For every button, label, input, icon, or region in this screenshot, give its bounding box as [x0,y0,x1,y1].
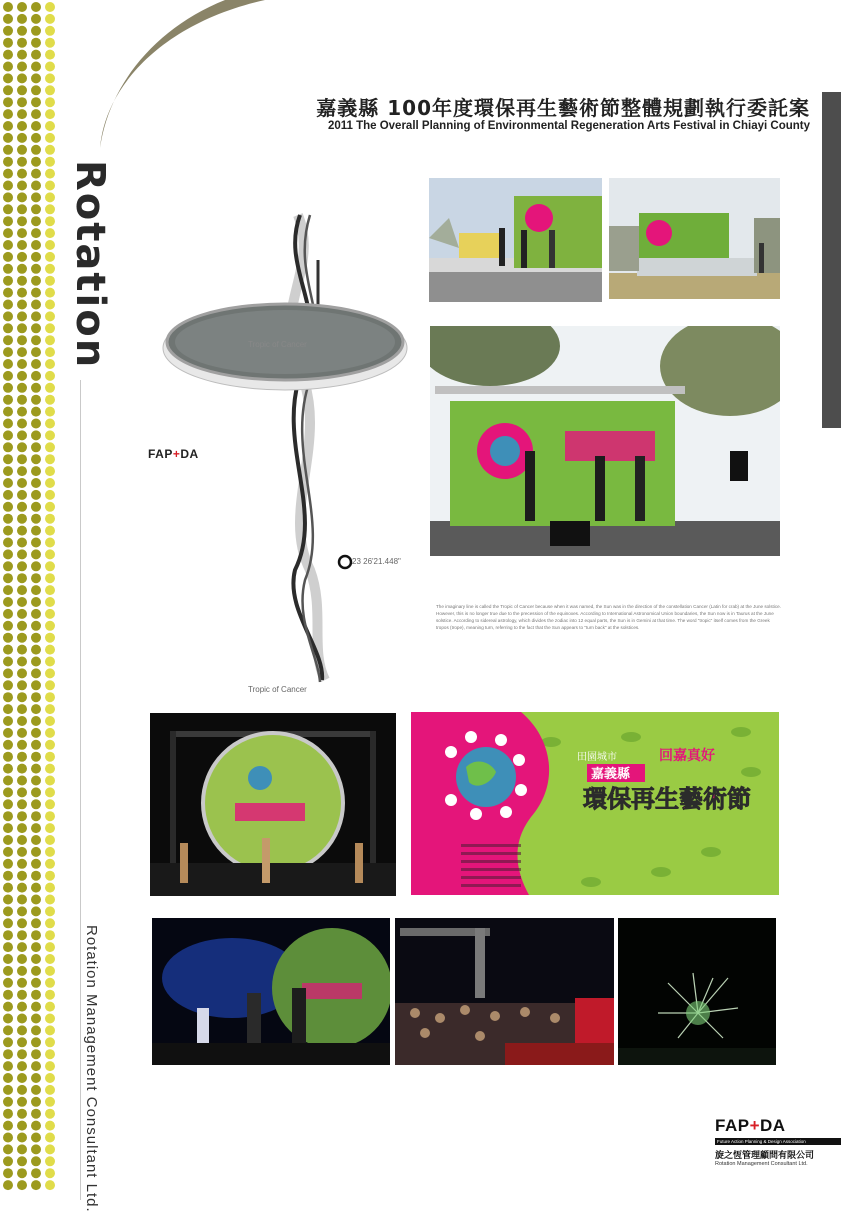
coordinate-label: 23 26'21.448" [352,557,401,566]
swoosh-decoration [95,0,270,150]
poster-slogan: 回嘉真好 [659,748,715,764]
photo-day-stage-large [430,326,780,556]
poster-festival-title: 環保再生藝術節 [583,785,751,813]
brand-text: Rotation [67,160,113,370]
footer-logo-tagline: Future Action Planning & Design Association [715,1138,841,1145]
company-vertical [78,925,108,1213]
photo-night-stage-1 [150,713,396,896]
poster-small-top: 田園城市 [577,752,617,763]
sculpture-helix [290,215,325,682]
photo-night-stage-2 [152,918,390,1065]
label-tropic-bottom: Tropic of Cancer [248,685,307,694]
right-accent-bar [822,92,841,428]
photo-night-crowd [395,918,614,1065]
dotted-pattern [0,0,62,1200]
page-title-zh: 嘉義縣 100年度環保再生藝術節整體規劃執行委託案 [316,96,810,120]
page-title-en: 2011 The Overall Planning of Environmental Regeneration Arts Festival in Chiayi County [327,120,810,132]
coordinate-marker-icon [339,556,351,568]
photo-fireworks [618,918,776,1065]
poster-county: 嘉義縣 [591,767,631,782]
footer-company-en: Rotation Management Consultant Ltd. [715,1161,808,1167]
description-paragraph: The imaginary line is called the Tropic of Cancer because when it was named, the Sun was in the direction of the constellation Cancer (Latin for crab) at the June solstice. However, this is no longer true due to the precession of the equinoxes. According to International Astronomical Union boundaries, the Sun now is in Taurus at the June solstice. According to sidereal astrology, which divides the zodiac into 12 equal parts, the Sun is in Gemini at that time. The word "tropic" itself comes from the Greek tropos (trope), meaning turn, referring to the fact that the Sun appears to "turn back" at the solstices. [436,604,781,630]
logo-small-text: FAP+DA [148,447,199,461]
photo-day-stage-2 [609,178,780,299]
festival-poster [411,712,779,895]
company-text: Rotation Management Consultant Ltd. [83,925,100,1213]
logo-small-subline [148,462,199,466]
sculpture-diagram [160,210,430,690]
photo-day-stage-1 [429,178,602,302]
fapda-logo-footer [715,1116,841,1167]
label-tropic-top: Tropic of Cancer [248,340,307,349]
footer-company-zh: 旋之恆管理顧問有限公司 [715,1151,815,1161]
footer-logo-text: FAP+DA [715,1116,786,1135]
brand-vertical [65,160,125,370]
fapda-logo-small [148,447,199,466]
